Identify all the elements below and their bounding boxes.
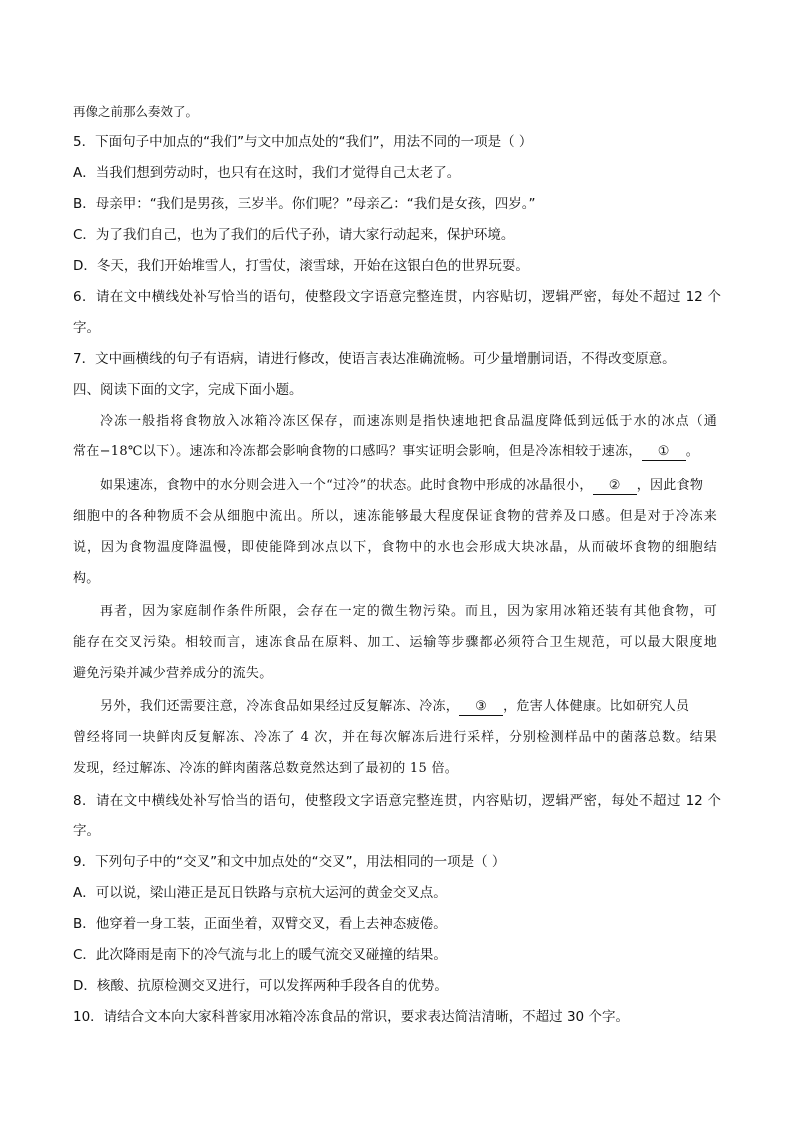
blank-3: ③ (459, 699, 503, 716)
question-9-option-c: C．此次降雨是南下的冷气流与北上的暖气流交叉碰撞的结果。 (73, 947, 447, 963)
passage-text: ，因此食物 (636, 478, 704, 493)
question-6-line-1: 6．请在文中横线处补写恰当的语句，使整段文字语意完整连贯，内容贴切，逻辑严密，每处不超过 12 个 (73, 289, 721, 305)
passage-text: 。 (685, 444, 699, 459)
question-5-option-c: C．为了我们自己，也为了我们的后代子孙，请大家行动起来，保护环境。 (73, 227, 515, 243)
question-5-option-b: B．母亲甲：“我们是男孩，三岁半。你们呢？”母亲乙：“我们是女孩，四岁。” (73, 196, 536, 212)
passage-text: 常在−18℃以下）。速冻和冷冻都会影响食物的口感吗？事实证明会影响，但是冷冻相较于速冻， (73, 444, 642, 459)
passage-p3-line-1: 再者，因为家庭制作条件所限，会存在一定的微生物污染。而且，因为家用冰箱还装有其他食物，可 (100, 604, 717, 619)
passage-p1-line-1: 冷冻一般指将食物放入冰箱冷冻区保存，而速冻则是指快速地把食品温度降低到远低于水的冰点（通 (100, 414, 717, 429)
passage-text: 另外，我们还需要注意，冷冻食品如果经过反复解冻、冷冻， (100, 699, 460, 714)
passage-p2-line-4: 构。 (73, 571, 100, 586)
passage-p4-line-1 (100, 697, 689, 717)
passage-p2-line-1 (100, 476, 703, 496)
passage-text: 如果速冻，食物中的水分则会进入一个“过冷”的状态。此时食物中形成的冰晶很小， (100, 478, 593, 493)
question-8-line-2: 字。 (73, 823, 100, 839)
passage-p2-line-3: 说，因为食物温度降温慢，即使能降到冰点以下，食物中的水也会形成大块冰晶，从而破坏食物的细胞结 (73, 540, 717, 555)
section-4-heading: 四、阅读下面的文字，完成下面小题。 (73, 382, 303, 398)
passage-p4-line-3: 发现，经过解冻、冷冻的鲜肉菌落总数竟然达到了最初的 15 倍。 (73, 761, 459, 776)
question-5-option-d: D．冬天，我们开始堆雪人，打雪仗，滚雪球，开始在这银白色的世界玩耍。 (73, 258, 529, 274)
question-7: 7．文中画横线的句子有语病，请进行修改，使语言表达准确流畅。可少量增删词语，不得改变原意。 (73, 351, 676, 367)
passage-p2-line-2: 细胞中的各种物质不会从细胞中流出。所以，速冻能够最大程度保证食物的营养及口感。但是对于冷冻来 (73, 509, 717, 524)
question-10: 10．请结合文本向大家科普家用冰箱冷冻食品的常识，要求表达简洁清晰，不超过 30 个字。 (73, 1009, 629, 1025)
question-9-option-d: D．核酸、抗原检测交叉进行，可以发挥两种手段各自的优势。 (73, 978, 448, 994)
passage-p4-line-2: 曾经将同一块鲜肉反复解冻、冷冻了 4 次，并在每次解冻后进行采样，分别检测样品中的菌落总数。结果 (73, 730, 717, 745)
passage-p1-line-2 (73, 442, 699, 462)
blank-1: ① (642, 444, 686, 461)
question-9-option-b: B．他穿着一身工装，正面坐着，双臂交叉，看上去神态疲倦。 (73, 916, 447, 932)
passage-p3-line-3: 避免污染并减少营养成分的流失。 (73, 666, 273, 681)
continuation-text: 再像之前那么奏效了。 (73, 104, 199, 119)
question-5-option-a: A．当我们想到劳动时，也只有在这时，我们才觉得自己太老了。 (73, 165, 461, 181)
question-9-option-a: A．可以说，梁山港正是瓦日铁路与京杭大运河的黄金交叉点。 (73, 885, 447, 901)
question-6-line-2: 字。 (73, 320, 100, 336)
passage-p3-line-2: 能存在交叉污染。相较而言，速冻食品在原料、加工、运输等步骤都必须符合卫生规范，可以最大限度地 (73, 635, 717, 650)
question-8-line-1: 8．请在文中横线处补写恰当的语句，使整段文字语意完整连贯，内容贴切，逻辑严密，每处不超过 12 个 (73, 793, 721, 809)
passage-text: ，危害人体健康。比如研究人员 (503, 699, 690, 714)
question-5-stem: 5．下面句子中加点的“我们”与文中加点处的“我们”，用法不同的一项是（ ） (73, 134, 533, 150)
question-9-stem: 9．下列句子中的“交叉”和文中加点处的“交叉”，用法相同的一项是（ ） (73, 854, 506, 870)
blank-2: ② (593, 478, 637, 495)
